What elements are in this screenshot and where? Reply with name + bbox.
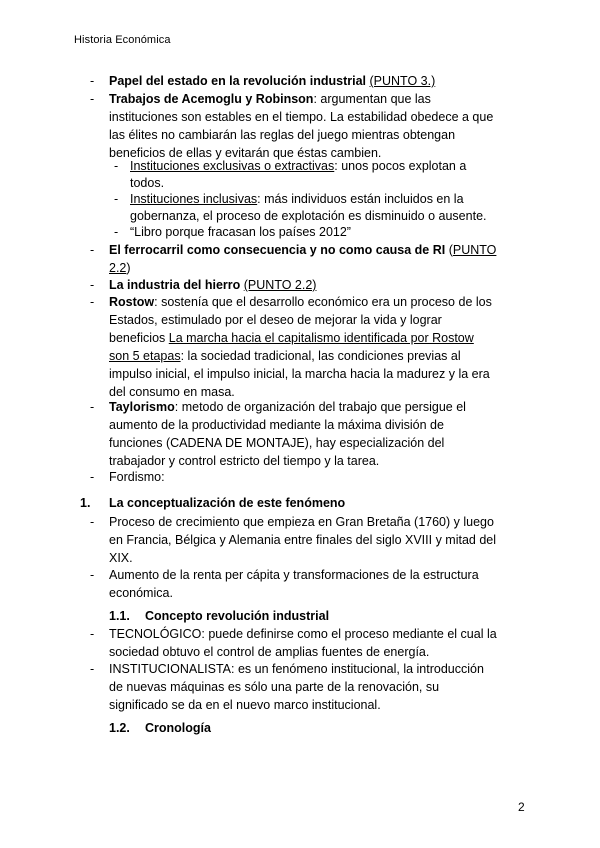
underlined-text: La marcha hacia el capitalismo identificada por Rostow <box>168 331 474 345</box>
item-text <box>109 347 461 366</box>
section-heading: Concepto revolución industrial <box>145 609 330 623</box>
bullet-dash: - <box>90 74 95 88</box>
heading-number: 1. <box>80 496 91 510</box>
item-text: Aumento de la renta per cápita y transformaciones de la estructura <box>109 568 479 582</box>
underlined-text: son 5 etapas <box>109 349 181 363</box>
paren-open: ( <box>445 243 453 257</box>
bullet-dash: - <box>90 627 95 641</box>
item-text <box>109 329 474 348</box>
section-link[interactable]: 2.2 <box>109 261 127 275</box>
bullet-dash: - <box>90 470 95 484</box>
list-item: Fordismo: <box>109 470 165 484</box>
heading-number: 1.2. <box>109 721 130 735</box>
item-text: trabajador y control estricto del tiempo y la tarea. <box>109 454 380 468</box>
item-text-part: beneficios <box>109 331 169 345</box>
list-item <box>109 241 496 260</box>
bullet-dash: - <box>90 295 95 309</box>
item-text: TECNOLÓGICO: puede definirse como el proceso mediante el cual la <box>109 627 497 641</box>
item-title: Trabajos de Acemoglu y Robinson <box>109 92 314 106</box>
bullet-dash: - <box>90 92 95 106</box>
sub-item-text: : más individuos están incluidos en la <box>257 192 464 206</box>
section-heading: La conceptualización de este fenómeno <box>109 496 346 510</box>
item-text: : argumentan que las <box>313 92 431 106</box>
item-text: XIX. <box>109 551 133 565</box>
item-text: impulso inicial, el impulso inicial, la marcha hacia la madurez y la era <box>109 367 490 381</box>
item-text: funciones (CADENA DE MONTAJE), hay especialización del <box>109 436 445 450</box>
bullet-dash: - <box>90 662 95 676</box>
item-title: Papel del estado en la revolución industrial <box>109 74 367 88</box>
sub-item <box>130 157 466 176</box>
item-text: aumento de la productividad mediante la máxima división de <box>109 418 444 432</box>
item-text: : sostenía que el desarrollo económico era un proceso de los <box>154 295 492 309</box>
paren-close: ) <box>126 261 131 275</box>
bullet-dash: - <box>90 515 95 529</box>
list-item <box>109 72 435 91</box>
section-link[interactable]: (PUNTO 2.2) <box>243 278 317 292</box>
sub-item-text: “Libro porque fracasan los países 2012” <box>130 225 351 239</box>
sub-item-text: todos. <box>130 176 165 190</box>
item-title: Taylorismo <box>109 400 175 414</box>
item-text: Proceso de crecimiento que empieza en Gran Bretaña (1760) y luego <box>109 515 494 529</box>
item-text: Estados, estimulado por el deseo de mejorar la vida y lograr <box>109 313 442 327</box>
bullet-dash: - <box>90 278 95 292</box>
item-text: en Francia, Bélgica y Alemania entre finales del siglo XVIII y mitad del <box>109 533 497 547</box>
bullet-dash: - <box>114 225 119 239</box>
document-header: Historia Económica <box>74 34 171 46</box>
bullet-dash: - <box>90 400 95 414</box>
item-text: económica. <box>109 586 173 600</box>
heading-number: 1.1. <box>109 609 130 623</box>
bullet-dash: - <box>90 243 95 257</box>
sub-item-title: Instituciones inclusivas <box>130 192 258 206</box>
sub-item-text: : unos pocos explotan a <box>334 159 467 173</box>
bullet-dash: - <box>114 159 119 173</box>
section-heading: Cronología <box>145 721 211 735</box>
list-item <box>109 398 466 417</box>
item-text: significado se da en el nuevo marco institucional. <box>109 698 381 712</box>
item-text: del consumo en masa. <box>109 385 235 399</box>
sub-item-text: gobernanza, el proceso de explotación es disminuido o ausente. <box>130 209 487 223</box>
section-link[interactable]: PUNTO <box>452 243 497 257</box>
item-text: INSTITUCIONALISTA: es un fenómeno institucional, la introducción <box>109 662 484 676</box>
item-title: La industria del hierro <box>109 278 241 292</box>
item-text-part: : la sociedad tradicional, las condiciones previas al <box>180 349 461 363</box>
item-title: El ferrocarril como consecuencia y no como causa de RI <box>109 243 446 257</box>
section-link[interactable]: (PUNTO 3.) <box>369 74 436 88</box>
item-title: Rostow <box>109 295 155 309</box>
item-text: sociedad obtuvo el control de amplias fuentes de energía. <box>109 645 430 659</box>
item-text: de nuevas máquinas es sólo una parte de la renovación, su <box>109 680 440 694</box>
item-text: las élites no cambiarán las reglas del juego mientras obtengan <box>109 128 456 142</box>
list-item <box>109 293 492 312</box>
bullet-dash: - <box>90 568 95 582</box>
item-text: : metodo de organización del trabajo que persigue el <box>174 400 466 414</box>
bullet-dash: - <box>114 192 119 206</box>
list-item <box>109 90 431 109</box>
page-number: 2 <box>518 800 525 814</box>
item-text: instituciones son estables en el tiempo. La estabilidad obedece a que <box>109 110 494 124</box>
sub-item-title: Instituciones exclusivas o extractivas <box>130 159 335 173</box>
item-text: beneficios de ellas y evitarán que éstas cambien. <box>109 146 382 160</box>
